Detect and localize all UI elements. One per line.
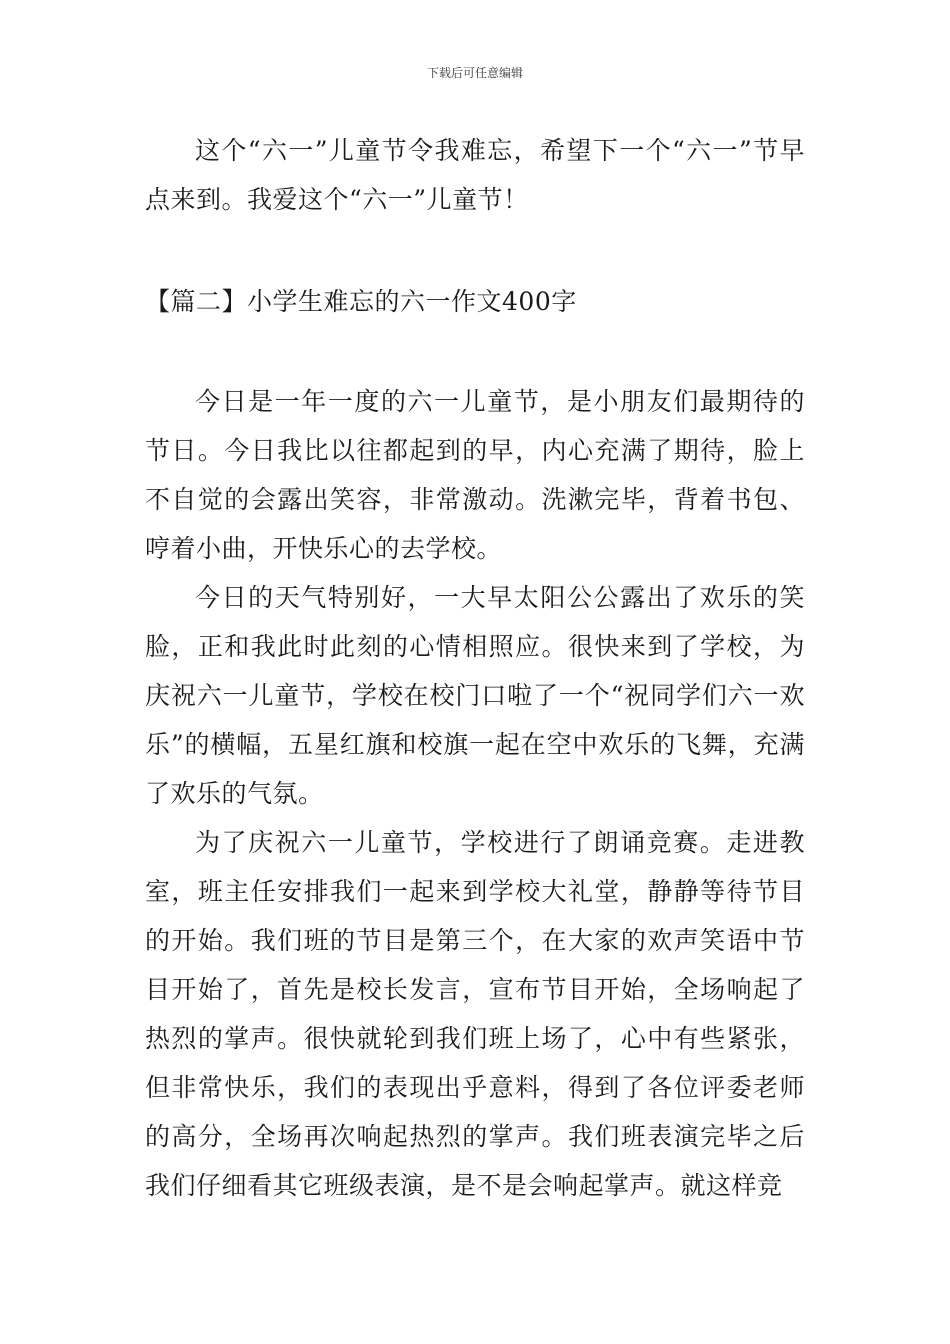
section-heading: 【篇二】小学生难忘的六一作文400字 — [145, 287, 577, 316]
closing-paragraph: 这个“六一”儿童节令我难忘，希望下一个“六一”节早点来到。我爱这个“六一”儿童节！ — [145, 136, 805, 214]
paragraph-1: 今日是一年一度的六一儿童节，是小朋友们最期待的节日。今日我比以往都起到的早，内心充满了期待，脸上不自觉的会露出笑容，非常激动。洗漱完毕，背着书包、哼着小曲，开快乐心的去学校。 — [145, 387, 805, 563]
spacer — [145, 224, 805, 277]
spacer — [145, 326, 805, 377]
article-body — [145, 126, 805, 1210]
paragraph-3: 为了庆祝六一儿童节，学校进行了朗诵竞赛。走进教室，班主任安排我们一起来到学校大礼堂，静静等待节目的开始。我们班的节目是第三个，在大家的欢声笑语中节目开始了，首先是校长发言，宣布节目开始，全场响起了热烈的掌声。很快就轮到我们班上场了，心中有些紧张，但非常快乐，我们的表现出乎意料，得到了各位评委老师的高分，全场再次响起热烈的掌声。我们班表演完毕之后我们仔细看其它班级表演，是不是会响起掌声。就这样竞 — [145, 828, 805, 1200]
header-note: 下载后可任意编辑 — [426, 66, 523, 80]
paragraph-2: 今日的天气特别好，一大早太阳公公露出了欢乐的笑脸，正和我此时此刻的心情相照应。很快来到了学校，为庆祝六一儿童节，学校在校门口啦了一个“祝同学们六一欢乐”的横幅，五星红旗和校旗一起在空中欢乐的飞舞，充满了欢乐的气氛。 — [145, 583, 805, 808]
